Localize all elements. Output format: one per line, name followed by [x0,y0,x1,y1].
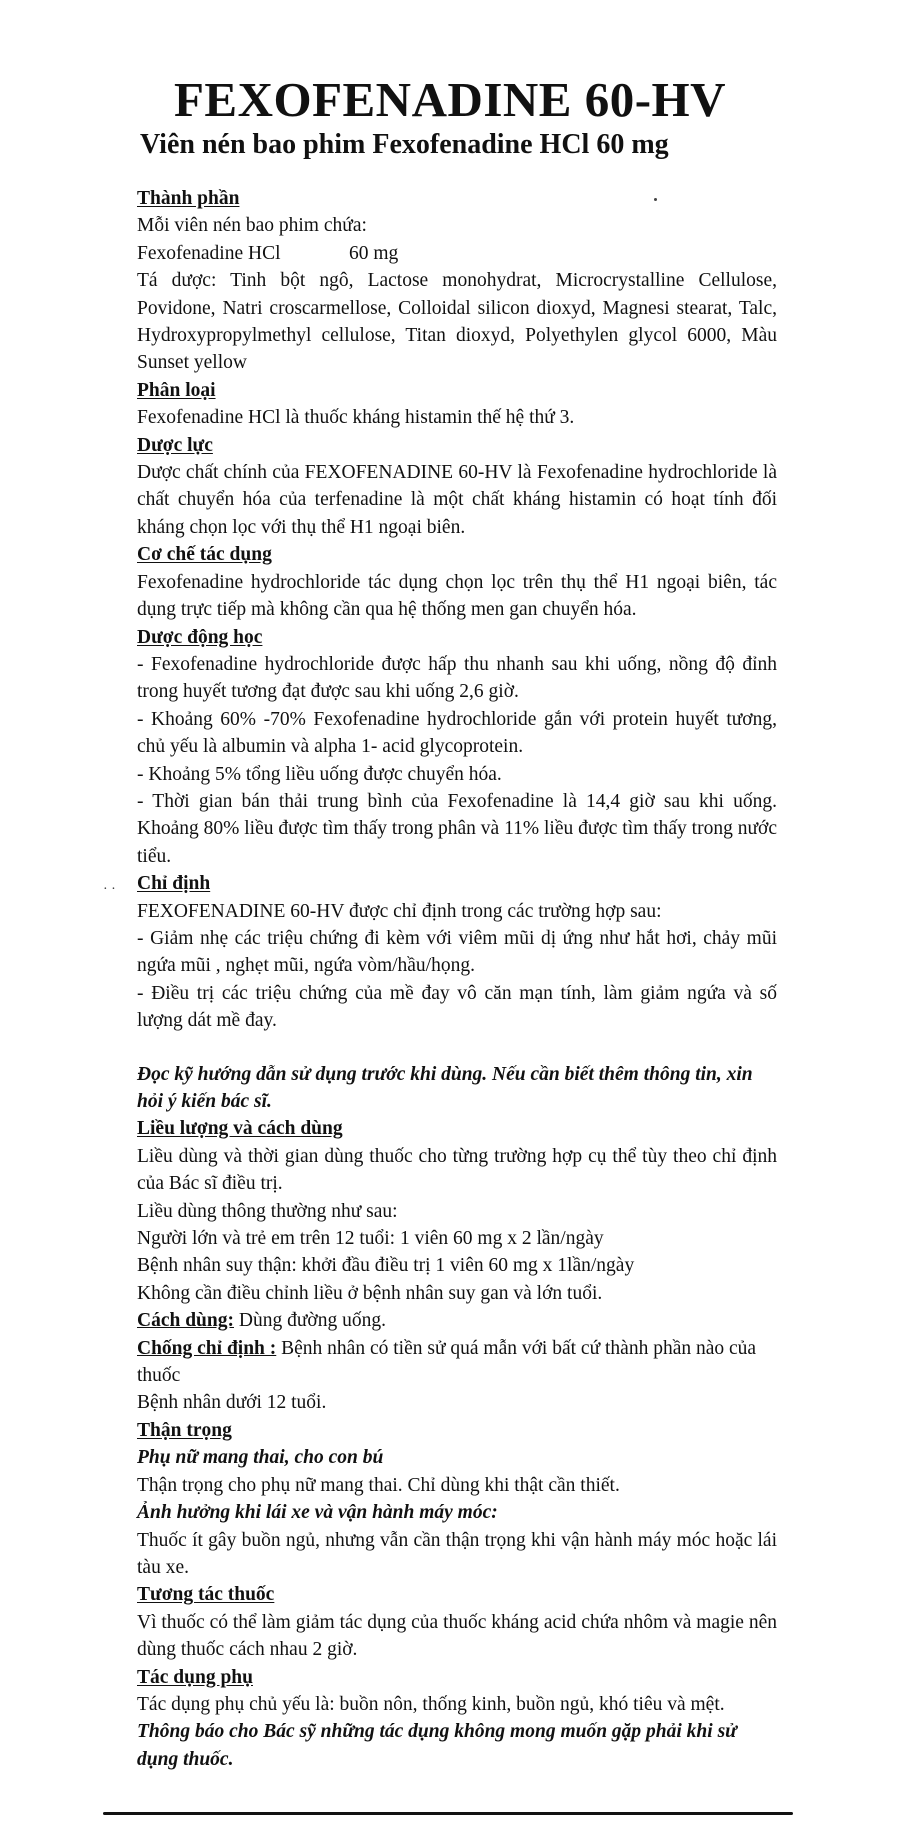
pregnancy-heading: Phụ nữ mang thai, cho con bú [137,1447,384,1469]
contraindications-label: Chống chỉ định : [137,1337,277,1359]
classification-text: Fexofenadine HCl là thuốc kháng histamin thế hệ thứ 3. [137,407,575,429]
interactions-heading: Tương tác thuốc [137,1584,275,1606]
dosage-line: Bệnh nhân suy thận: khởi đầu điều trị 1 viên 60 mg x 1lần/ngày [137,1255,635,1277]
pregnancy-text: Thận trọng cho phụ nữ mang thai. Chỉ dùng khi thật cần thiết. [137,1474,620,1496]
active-ingredient-name: Fexofenadine HCl [137,242,281,264]
excipients-text: Tá dược: Tinh bột ngô, Lactose monohydrat, Microcrystalline Cellulose, Povidone, Natri croscarmellose, Colloidal silicon dioxyd, Magnesi stearat, Talc, Hydroxypropylmethyl cellulose, Titan dioxyd, Polyethylen glycol 6000, Màu Sunset yellow [137,270,777,374]
indications-heading: Chỉ định [137,873,211,895]
indication-item: - Giảm nhẹ các triệu chứng đi kèm với viêm mũi dị ứng như hắt hơi, chảy mũi ngứa mũi , nghẹt mũi, ngứa vòm/hầu/họng. [137,927,777,977]
precautions-heading: Thận trọng [137,1419,232,1441]
side-effects-notice: Thông báo cho Bác sỹ những tác dụng không mong muốn gặp phải khi sử dụng thuốc. [137,1721,737,1770]
contraindications-extra: Bệnh nhân dưới 12 tuổi. [137,1392,327,1414]
usage-label: Cách dùng: [137,1310,234,1332]
dosage-heading: Liều lượng và cách dùng [137,1118,343,1140]
side-effects-heading: Tác dụng phụ [137,1666,253,1688]
indications-intro: FEXOFENADINE 60-HV được chỉ định trong các trường hợp sau: [137,900,662,922]
leaflet-body [137,185,777,1773]
pk-item: - Khoảng 60% -70% Fexofenadine hydrochloride gắn với protein huyết tương, chủ yếu là albumin và alpha 1- acid glycoprotein. [137,708,777,758]
page-subtitle: Viên nén bao phim Fexofenadine HCl 60 mg [140,129,669,160]
contraindications-line [137,1335,777,1390]
dosage-line: Người lớn và trẻ em trên 12 tuổi: 1 viên 60 mg x 2 lần/ngày [137,1228,604,1250]
usage-text: Dùng đường uống. [234,1310,386,1332]
indication-item: - Điều trị các triệu chứng của mề đay vô căn mạn tính, làm giảm ngứa và số lượng dát mề đay. [137,982,777,1032]
page-title: FEXOFENADINE 60-HV [173,72,727,127]
scan-dots: · · [103,882,116,897]
composition-heading: Thành phần [137,188,240,209]
dosage-line: Liều dùng và thời gian dùng thuốc cho từng trường hợp cụ thể tùy theo chỉ định của Bác sĩ điều trị. [137,1145,777,1195]
spacer [137,1035,777,1061]
pk-item: - Thời gian bán thải trung bình của Fexofenadine là 14,4 giờ sau khi uống. Khoảng 80% liều được tìm thấy trong phân và 11% liều được tìm thấy trong nước tiểu. [137,790,777,867]
side-effects-text: Tác dụng phụ chủ yếu là: buồn nôn, thống kinh, buồn ngủ, khó tiêu và mệt. [137,1693,725,1715]
usage-line [137,1307,777,1334]
mechanism-heading: Cơ chế tác dụng [137,544,272,566]
active-ingredient-amount: 60 mg [349,242,399,264]
pk-item: - Khoảng 5% tổng liều uống được chuyển hóa. [137,763,502,785]
pharmacokinetics-heading: Dược động học [137,626,263,648]
interactions-text: Vì thuốc có thể làm giảm tác dụng của thuốc kháng acid chứa nhôm và magie nên dùng thuốc cách nhau 2 giờ. [137,1611,777,1661]
classification-heading: Phân loại [137,379,216,401]
pharmacodynamics-heading: Dược lực [137,434,213,456]
dosage-line: Không cần điều chỉnh liều ở bệnh nhân suy gan và lớn tuổi. [137,1282,603,1304]
contraindications-text: Bệnh nhân có tiền sử quá mẫn với bất cứ thành phần nào của thuốc [137,1337,757,1387]
pharmacodynamics-text: Dược chất chính của FEXOFENADINE 60-HV là Fexofenadine hydrochloride là chất chuyển hóa của terfenadine là một chất kháng histamin có hoạt tính đối kháng chọn lọc với thụ thể H1 ngoại biên. [137,462,777,538]
driving-text: Thuốc ít gây buồn ngủ, nhưng vẫn cần thận trọng khi vận hành máy móc hoặc lái tàu xe. [137,1529,777,1578]
driving-heading: Ảnh hưởng khi lái xe và vận hành máy móc: [137,1502,498,1524]
composition-intro: Mỗi viên nén bao phim chứa: [137,215,367,237]
warning-note: Đọc kỹ hướng dẫn sử dụng trước khi dùng. Nếu cần biết thêm thông tin, xin hỏi ý kiến bác sĩ. [137,1063,753,1112]
active-ingredient-row [137,240,777,267]
bottom-rule [103,1812,793,1815]
mechanism-text: Fexofenadine hydrochloride tác dụng chọn lọc trên thụ thể H1 ngoại biên, tác dụng trực tiếp mà không cần qua hệ thống men gan chuyển hóa. [137,571,777,621]
dosage-line: Liều dùng thông thường như sau: [137,1200,398,1222]
pk-item: - Fexofenadine hydrochloride được hấp thu nhanh sau khi uống, nồng độ đỉnh trong huyết tương đạt được sau khi uống 2,6 giờ. [137,653,777,703]
